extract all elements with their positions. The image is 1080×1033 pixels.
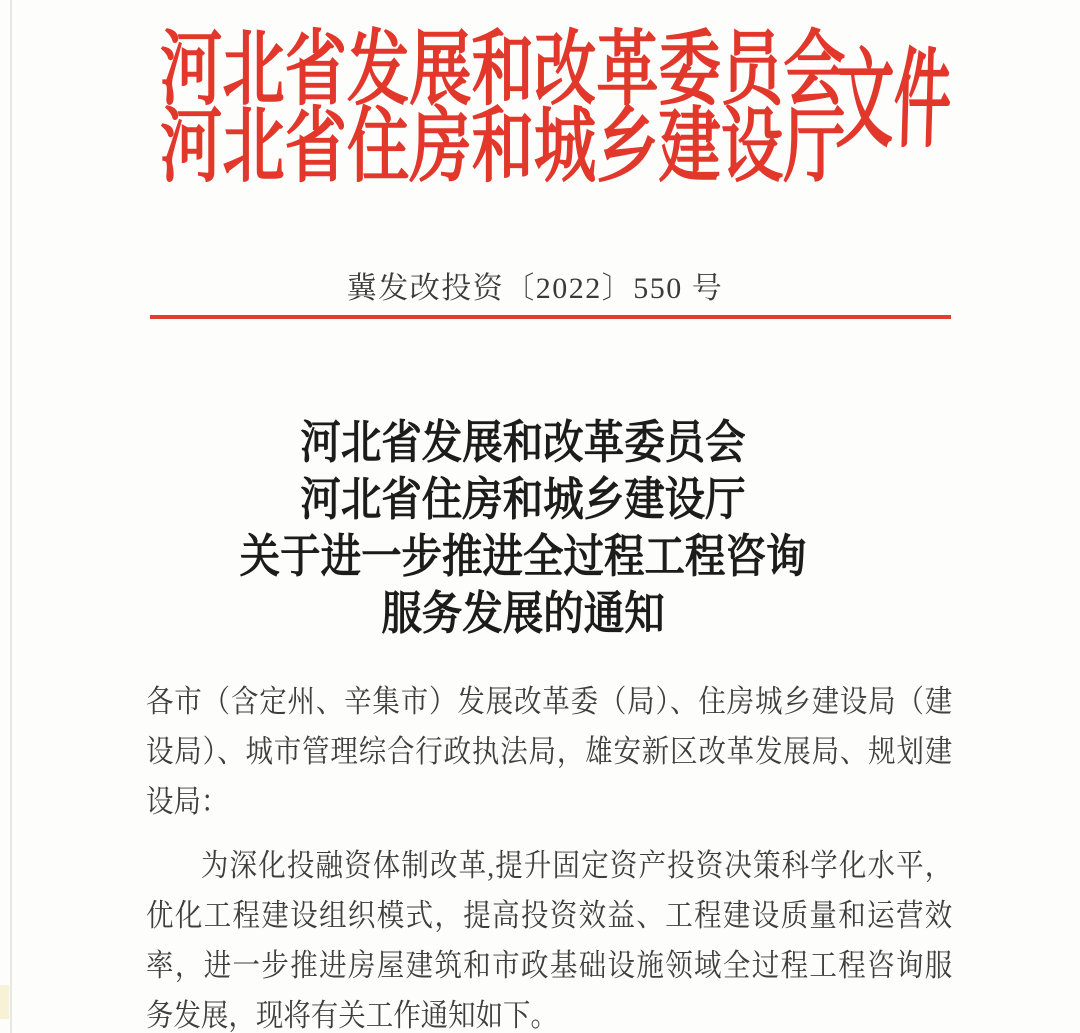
recipients-line-3: 设局： xyxy=(146,784,229,819)
agency-name-line-2: 河北省住房和城乡建设厅 xyxy=(160,101,846,192)
doc-type-label: 文件 xyxy=(834,42,953,161)
recipients-line-1: 各市（含定州、辛集市）发展改革委（局）、住房城乡建设局（建 xyxy=(146,684,953,719)
intro-line-4: 务发展，现将有关工作通知如下。 xyxy=(146,998,558,1033)
document-title xyxy=(0,414,1046,642)
intro-paragraph xyxy=(146,841,952,1033)
recipients-paragraph xyxy=(146,677,952,827)
agency-name-line-1: 河北省发展和改革委员会 xyxy=(160,24,846,115)
document-body xyxy=(146,677,952,1033)
document-title-line-3: 关于进一步推进全过程工程咨询 xyxy=(239,531,807,582)
document-title-line-1: 河北省发展和改革委员会 xyxy=(300,417,746,468)
intro-line-2: 优化工程建设组织模式，提高投资效益、工程建设质量和运营效 xyxy=(146,898,953,933)
red-divider xyxy=(150,315,951,319)
recipients-line-2: 设局）、城市管理综合行政执法局，雄安新区改革发展局、规划建 xyxy=(146,734,953,769)
scan-artifact-smudge xyxy=(0,985,9,1019)
intro-line-1: 为深化投融资体制改革,提升固定资产投资决策科学化水平， xyxy=(200,848,953,883)
document-title-line-2: 河北省住房和城乡建设厅 xyxy=(300,474,746,525)
intro-line-3: 率，进一步推进房屋建筑和市政基础设施领域全过程工程咨询服 xyxy=(146,948,953,983)
document-title-line-4: 服务发展的通知 xyxy=(381,588,665,639)
document-number: 冀发改投资〔2022〕550 号 xyxy=(346,272,724,305)
